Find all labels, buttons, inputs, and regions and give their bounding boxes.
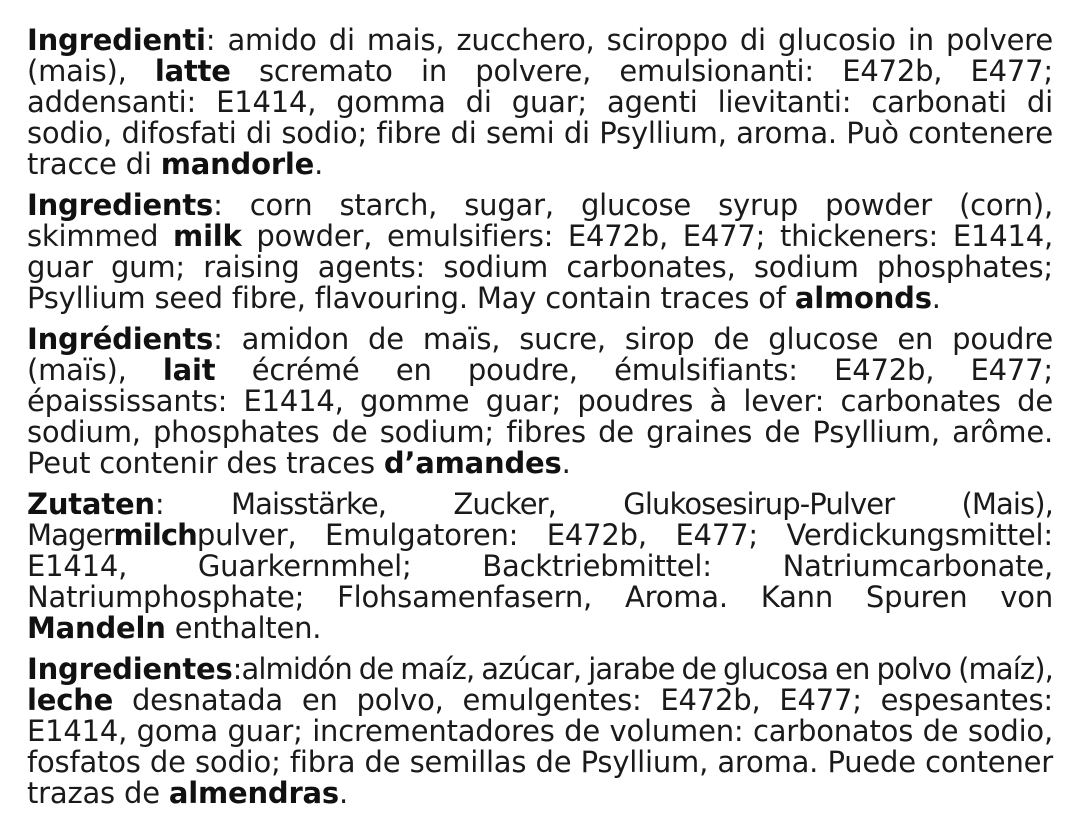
allergen-es-milk: leche bbox=[27, 683, 114, 717]
allergen-fr-milk: lait bbox=[162, 353, 216, 387]
allergen-de-almonds: Mandeln bbox=[27, 611, 166, 645]
allergen-it-almonds: mandorle bbox=[160, 147, 315, 181]
text-segment: : Maisstärke, Zucker, Glukosesirup-Pulver (Mais), Mager bbox=[27, 487, 1053, 552]
text-segment: : amidon de maïs, sucre, sirop de glucose en poudre (maïs), bbox=[27, 322, 1053, 387]
allergen-de-milk: milch bbox=[113, 518, 197, 552]
heading-de: Zutaten bbox=[27, 487, 155, 521]
text-segment: . bbox=[314, 147, 324, 181]
text-segment: scremato in polvere, emulsionanti: E472b, E477; addensanti: E1414, gomma di guar; agenti lievitanti: carbonati di sodio, difosfati di sodio; fibre di semi di Psyllium, aroma. Può contenere tracce di bbox=[27, 54, 1053, 181]
text-segment: . bbox=[931, 281, 941, 315]
allergen-en-almonds: almonds bbox=[794, 281, 932, 315]
heading-fr: Ingrédients bbox=[27, 322, 214, 356]
heading-es: Ingredientes bbox=[27, 652, 233, 686]
ingredients-paragraph-es bbox=[27, 654, 1053, 809]
text-segment: : corn starch, sugar, glucose syrup powder (corn), skimmed bbox=[27, 188, 1053, 253]
text-segment: :almidón de maíz, azúcar, jarabe de glucosa en polvo (maíz), bbox=[232, 652, 1053, 686]
ingredients-label bbox=[27, 25, 1053, 809]
text-segment: powder, emulsifiers: E472b, E477; thickeners: E1414, guar gum; raising agents: sodium carbonates, sodium phosphates; Psyllium seed fibre, flavouring. May contain traces of bbox=[27, 219, 1053, 315]
ingredients-paragraph-it bbox=[27, 25, 1053, 180]
text-segment: desnatada en polvo, emulgentes: E472b, E477; espesantes: E1414, goma guar; incrementadores de volumen: carbonatos de sodio, fosfatos de sodio; fibra de semillas de Psyllium, aroma. Puede contener trazas de bbox=[27, 683, 1053, 810]
allergen-es-almonds: almendras bbox=[168, 776, 339, 810]
allergen-fr-almonds: d’amandes bbox=[383, 446, 562, 480]
heading-it: Ingredienti bbox=[27, 23, 206, 57]
heading-en: Ingredients bbox=[27, 188, 214, 222]
ingredients-paragraph-de bbox=[27, 489, 1053, 644]
text-segment: écrémé en poudre, émulsifiants: E472b, E477; épaississants: E1414, gomme guar; poudres à lever: carbonates de sodium, phosphates de sodium; fibres de graines de Psyllium, arôme. Peut contenir des traces bbox=[27, 353, 1053, 480]
allergen-en-milk: milk bbox=[173, 219, 242, 253]
text-segment: . bbox=[339, 776, 349, 810]
text-segment: . bbox=[561, 446, 571, 480]
text-segment: pulver, Emulgatoren: E472b, E477; Verdickungsmittel: E1414, Guarkernmhel; Backtriebmittel: Natriumcarbonate, Natriumphosphate; Flohsamenfasern, Aroma. Kann Spuren von bbox=[27, 518, 1053, 614]
text-segment: enthalten. bbox=[165, 611, 322, 645]
allergen-it-milk: latte bbox=[154, 54, 231, 88]
ingredients-paragraph-en bbox=[27, 190, 1053, 314]
ingredients-paragraph-fr bbox=[27, 324, 1053, 479]
text-segment: : amido di mais, zucchero, sciroppo di glucosio in polvere (mais), bbox=[27, 23, 1053, 88]
